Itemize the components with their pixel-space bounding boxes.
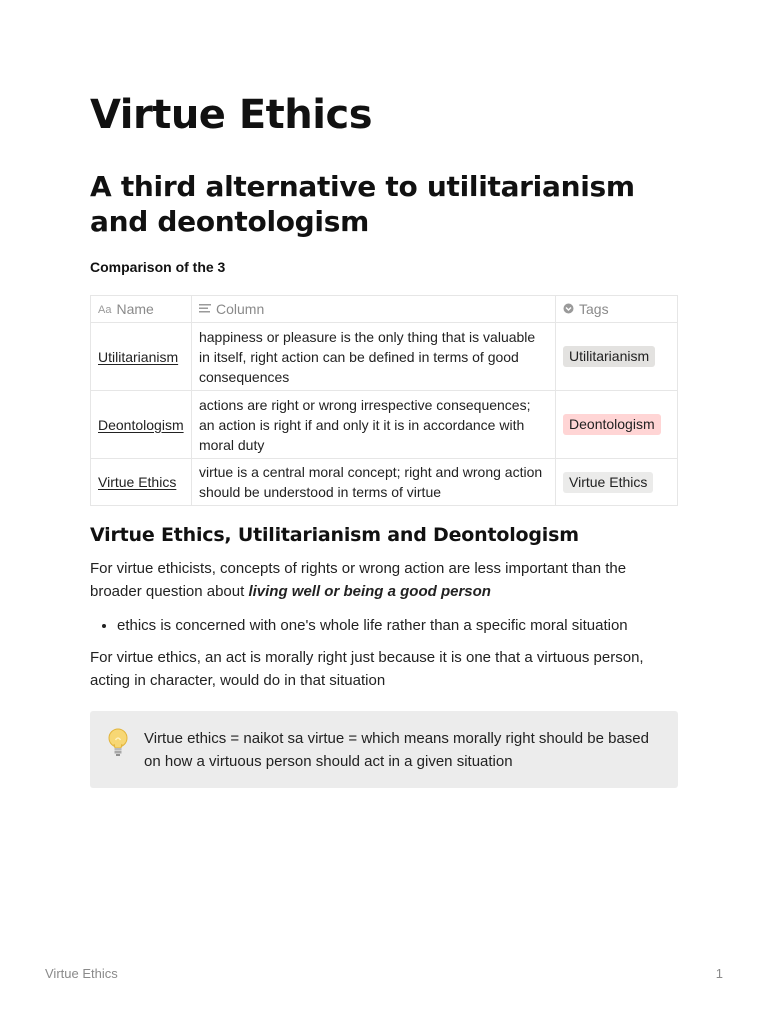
header-name[interactable] [91, 296, 192, 323]
header-name-label: Name [116, 301, 154, 317]
table-row [91, 323, 678, 391]
text-lines-icon [199, 303, 211, 317]
lightbulb-icon [105, 727, 131, 757]
bullet-list [90, 614, 628, 637]
cell-tags [556, 459, 678, 506]
tag-deontologism[interactable]: Deontologism [563, 414, 661, 435]
paragraph-1 [90, 557, 678, 603]
tag-virtue-ethics[interactable]: Virtue Ethics [563, 472, 653, 493]
page-subtitle: A third alternative to utilitarianism and deontologism [90, 170, 635, 238]
header-tags[interactable] [556, 296, 678, 323]
header-tags-label: Tags [579, 300, 609, 317]
comparison-label: Comparison of the 3 [90, 259, 226, 275]
cell-name [91, 391, 192, 459]
comparison-table [90, 295, 678, 506]
tag-utilitarianism[interactable]: Utilitarianism [563, 346, 655, 367]
paragraph-1-emphasis: living well or being a good person [248, 583, 491, 600]
row-link-utilitarianism[interactable]: Utilitarianism [98, 348, 179, 365]
footer-page-number: 1 [715, 966, 723, 981]
callout-box [90, 711, 678, 788]
page-title: Virtue Ethics [90, 92, 372, 138]
table-header-row [91, 296, 678, 323]
table-row [91, 459, 678, 506]
paragraph-2: For virtue ethics, an act is morally right just because it is one that a virtuous person, acting in character, would do in that situation [90, 649, 644, 689]
cell-name [91, 323, 192, 391]
cell-column: actions are right or wrong irrespective consequences; an action is right if and only it it is in accordance with moral duty [191, 391, 555, 459]
paragraph-1-text: For virtue ethicists, concepts of rights or wrong action are less important than the broader question about [90, 560, 627, 600]
section-heading: Virtue Ethics, Utilitarianism and Deontologism [90, 524, 579, 546]
text-type-icon: Aa [98, 304, 112, 317]
row-link-virtue-ethics[interactable]: Virtue Ethics [98, 474, 177, 490]
cell-column: virtue is a central moral concept; right and wrong action should be understood in terms of virtue [191, 459, 555, 506]
callout-text: Virtue ethics = naikot sa virtue = which means morally right should be based on how a virtuous person should act in a given situation [144, 730, 649, 770]
header-column[interactable] [191, 296, 555, 323]
list-item: • ethics is concerned with one's whole life rather than a specific moral situation [117, 614, 628, 637]
footer-doc-title: Virtue Ethics [45, 966, 118, 981]
cell-column: happiness or pleasure is the only thing that is valuable in itself, right action can be defined in terms of good consequences [191, 323, 555, 391]
row-link-deontologism[interactable]: Deontologism [98, 416, 184, 433]
cell-tags [556, 391, 678, 459]
header-column-label: Column [215, 300, 265, 317]
table-row [91, 391, 678, 459]
select-circle-icon [563, 303, 574, 317]
cell-name [91, 459, 192, 506]
cell-tags [556, 323, 678, 391]
